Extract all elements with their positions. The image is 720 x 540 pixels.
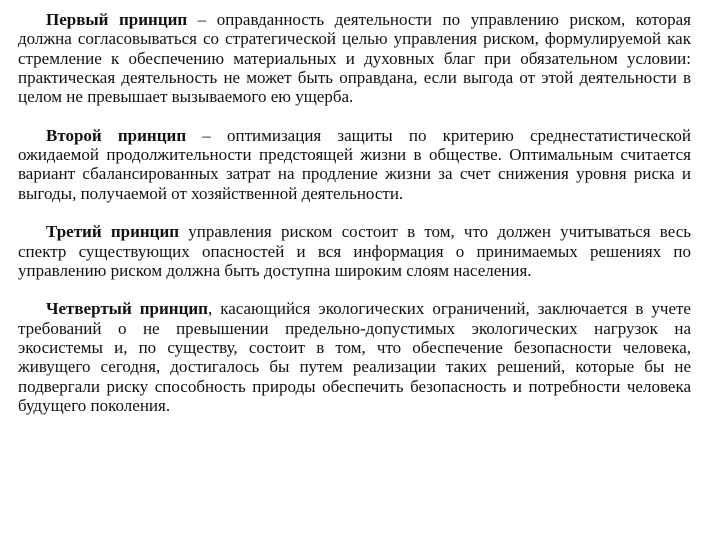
principle-paragraph-3 bbox=[18, 222, 691, 280]
principle-title-2: Второй принцип bbox=[46, 125, 187, 145]
principle-paragraph-1 bbox=[18, 10, 691, 106]
principle-text-2: – оптимизация защиты по критерию среднестатистической ожидаемой продолжительности предстоящей жизни в обществе. Оптимальным считается вариант сбалансированных затрат на продление жизни за счет снижения уровня риска и выгоды, получаемой от хозяйственной деятельности. bbox=[18, 125, 691, 203]
principle-title-3: Третий принцип bbox=[46, 222, 180, 242]
principle-title-4: Четвертый принцип bbox=[46, 299, 208, 319]
principle-title-1: Первый принцип bbox=[46, 10, 188, 29]
principle-text-1: – оправданность деятельности по управлению риском, которая должна согласовываться со стратегической целью управления риском, формулируемой как стремление к обеспечению материальных и духовных благ при обязательном условии: практическая деятельность не может быть оправдана, если выгода от этой деятельности в целом не превышает вызываемого ею ущерба. bbox=[18, 10, 691, 107]
principle-paragraph-2 bbox=[18, 126, 691, 203]
principle-text-4: , касающийся экологических ограничений, заключается в учете требований о не превышении предельно-допустимых экологических нагрузок на экосистемы и, по существу, состоит в том, что обеспечение безопасности человека, живущего сегодня, достигалось бы путем реализации таких решений, которые бы не подвергали риску способность природы обеспечить безопасность и потребности человека будущего поколения. bbox=[18, 299, 691, 415]
document-body bbox=[18, 10, 691, 415]
principle-paragraph-4 bbox=[18, 299, 691, 415]
principle-text-3: управления риском состоит в том, что должен учитываться весь спектр существующих опасностей и вся информация о принимаемых решениях по управлению риском должна быть доступна широким слоям населения. bbox=[18, 222, 691, 280]
